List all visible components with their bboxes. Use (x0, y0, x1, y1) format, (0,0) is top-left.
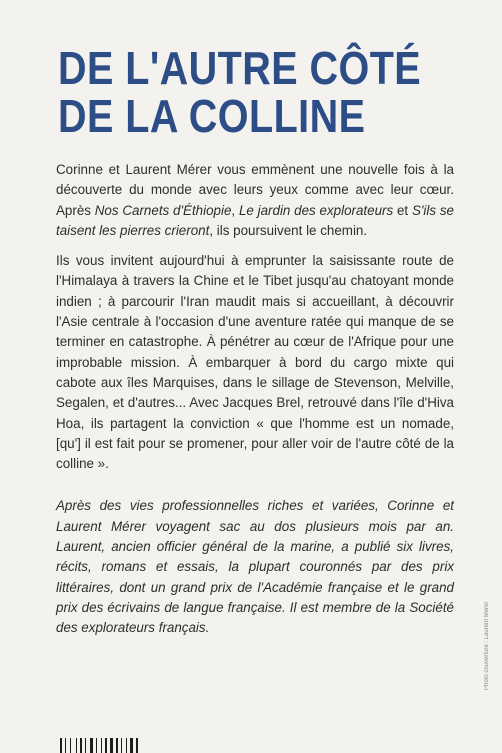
book-title-line-2: DE LA COLLINE (58, 90, 366, 142)
book-title-pierres: S'ils se taisent les pierres crieront (56, 202, 454, 238)
barcode-stripe (130, 738, 133, 753)
barcode (60, 738, 148, 753)
intro-text-start: Corinne et Laurent Mérer vous emmènent une nouvelle fois à la découverte du monde avec leurs yeux comme avec leur cœur. Après (56, 162, 454, 218)
back-cover-text (56, 160, 454, 649)
barcode-stripe (136, 738, 138, 753)
book-title-nos-carnets: Nos Carnets d'Éthiopie (94, 202, 232, 218)
barcode-stripe (101, 738, 102, 753)
intro-separator-1: , (231, 202, 239, 218)
barcode-stripe (90, 738, 93, 753)
journey-paragraph: Ils vous invitent aujourd'hui à emprunter la saisissante route de l'Himalaya à travers la Chine et le Tibet jusqu'au chatoyant monde indien ; à parcourir l'Iran maudit mais si accueillant, à découvrir l'Asie centrale à l'occasion d'une aventure ratée qui manque de se terminer en catastrophe. À pénétrer au cœur de l'Afrique pour une improbable mission. À embarquer à bord du cargo mixte qui cabote aux îles Marquises, dans le sillage de Stevenson, Melville, Segalen, et d'autres... Avec Jacques Brel, retrouvé dans l'île d'Hiva Hoa, ils partagent la conviction « que l'homme est un nomade, [qu'] il est fait pour se promener, pour aller voir de l'autre côté de la colline ». (56, 253, 454, 472)
book-title-jardin: Le jardin des explorateurs (238, 202, 394, 218)
barcode-stripe (105, 738, 107, 753)
barcode-stripe (85, 738, 86, 753)
intro-text-end: , ils poursuivent le chemin. (209, 222, 368, 238)
barcode-stripe (126, 738, 127, 753)
barcode-stripe (76, 738, 77, 753)
cover-photo-credit: Photo couverture : Laurent Mérer (484, 601, 490, 690)
book-title (58, 42, 422, 142)
barcode-stripe (110, 738, 113, 753)
intro-paragraph (56, 160, 454, 241)
barcode-stripe (65, 738, 66, 753)
author-bio-paragraph: Après des vies professionnelles riches et variées, Corinne et Laurent Mérer voyagent sac au dos plusieurs mois par an. Laurent, ancien officier général de la marine, a publié six livres, récits, romans et essais, la plupart couronnés par des prix littéraires, dont un grand prix de l'Académie française et le grand prix des écrivains de langue française. Il est membre de la Société des explorateurs français. (56, 498, 454, 636)
book-title-line-1: DE L'AUTRE CÔTÉ (58, 42, 422, 94)
barcode-stripe (70, 738, 71, 753)
barcode-stripe (116, 738, 118, 753)
barcode-stripe (96, 738, 97, 753)
barcode-stripe (80, 738, 82, 753)
barcode-stripe (60, 738, 62, 753)
barcode-stripe (121, 738, 122, 753)
intro-separator-2: et (393, 202, 412, 218)
